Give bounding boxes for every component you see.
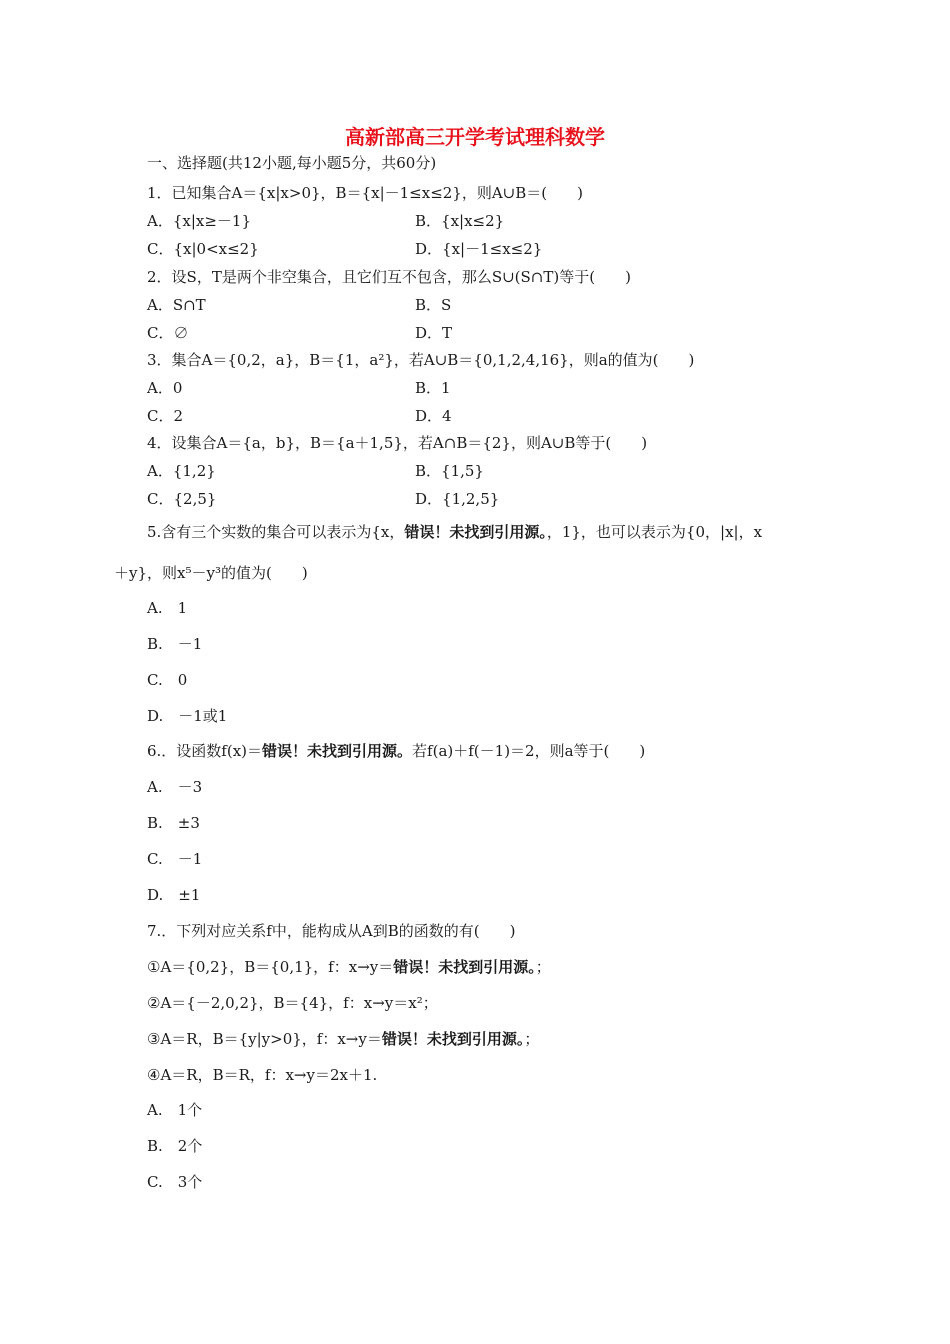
question-2-option-b: B．S bbox=[415, 296, 452, 314]
question-4-option-d: D．{1,2,5} bbox=[415, 490, 500, 508]
question-7-option-c: C. 3个 bbox=[147, 1173, 203, 1191]
question-7-option-a: A. 1个 bbox=[147, 1101, 203, 1119]
question-2-option-d: D．T bbox=[415, 324, 453, 342]
question-6-option-b: B. ±3 bbox=[147, 814, 200, 832]
question-7-stem: 7.．下列对应关系f中，能构成从A到B的函数的有( ) bbox=[147, 922, 516, 940]
exam-title: 高新部高三开学考试理科数学 bbox=[345, 125, 605, 149]
question-5-stem-start: 5.含有三个实数的集合可以表示为{x， bbox=[147, 523, 405, 541]
question-3-option-b: B．1 bbox=[415, 379, 451, 397]
question-6-reference-error: 错误！未找到引用源。 bbox=[262, 742, 413, 760]
question-5-option-a: A. 1 bbox=[147, 599, 188, 617]
question-5-stem-continued: ＋y}，则x⁵－y³的值为( ) bbox=[114, 564, 308, 582]
question-5-option-c: C. 0 bbox=[147, 671, 188, 689]
question-7-item-2: ②A＝{－2,0,2}，B＝{4}，f：x→y＝x²； bbox=[147, 994, 438, 1012]
question-5-reference-error: 错误！未找到引用源。 bbox=[404, 523, 547, 541]
question-4-stem: 4．设集合A＝{a，b}，B＝{a＋1,5}，若A∩B＝{2}，则A∪B等于( ) bbox=[147, 434, 648, 452]
question-7-item-4: ④A＝R，B＝R，f：x→y＝2x＋1. bbox=[147, 1066, 378, 1084]
question-7-item-3-start: ③A＝R，B＝{y|y>0}，f：x→y＝ bbox=[147, 1030, 382, 1048]
question-7-item-1-start: ①A＝{0,2}，B＝{0,1}，f：x→y＝ bbox=[147, 958, 394, 976]
question-2-stem: 2．设S，T是两个非空集合，且它们互不包含，那么S∪(S∩T)等于( ) bbox=[147, 268, 631, 286]
question-1-option-d: D．{x|－1≤x≤2} bbox=[415, 240, 543, 258]
question-2-option-c: C．∅ bbox=[147, 324, 189, 342]
question-7-item-3-end: ； bbox=[524, 1030, 540, 1048]
question-1-option-b: B．{x|x≤2} bbox=[415, 212, 505, 230]
question-1-option-c: C．{x|0<x≤2} bbox=[147, 240, 259, 258]
question-5-stem-end: ，1}，也可以表示为{0，|x|，x bbox=[546, 523, 763, 541]
question-5-stem bbox=[147, 522, 762, 542]
question-6-stem-end: 若f(a)＋f(－1)＝2，则a等于( ) bbox=[412, 742, 646, 760]
question-5-option-d: D. －1或1 bbox=[147, 707, 228, 725]
question-7-item-3-reference-error: 错误！未找到引用源。 bbox=[381, 1030, 525, 1048]
question-7-item-1-reference-error: 错误！未找到引用源。 bbox=[393, 958, 536, 976]
question-4-option-b: B．{1,5} bbox=[415, 462, 484, 480]
question-3-option-c: C．2 bbox=[147, 407, 184, 425]
question-6-stem bbox=[147, 741, 645, 761]
question-2-option-a: A．S∩T bbox=[147, 296, 206, 314]
question-4-option-c: C．{2,5} bbox=[147, 490, 217, 508]
question-7-item-1-end: ； bbox=[535, 958, 551, 976]
question-3-option-d: D．4 bbox=[415, 407, 452, 425]
question-5-option-b: B. －1 bbox=[147, 635, 203, 653]
question-6-option-a: A. －3 bbox=[147, 778, 203, 796]
question-3-option-a: A．0 bbox=[147, 379, 183, 397]
question-3-stem: 3．集合A＝{0,2，a}，B＝{1，a²}，若A∪B＝{0,1,2,4,16}，则a的值为( ) bbox=[147, 351, 695, 369]
question-7-option-b: B. 2个 bbox=[147, 1137, 203, 1155]
question-6-option-c: C. －1 bbox=[147, 850, 203, 868]
question-1-stem: 1．已知集合A＝{x|x>0}，B＝{x|－1≤x≤2}，则A∪B＝( ) bbox=[147, 184, 583, 202]
question-7-item-1 bbox=[147, 957, 551, 977]
question-1-option-a: A．{x|x≥－1} bbox=[147, 212, 252, 230]
section-heading: 一、选择题(共12小题,每小题5分，共60分) bbox=[147, 154, 437, 172]
question-6-option-d: D. ±1 bbox=[147, 886, 201, 904]
question-7-item-3 bbox=[147, 1029, 539, 1049]
question-4-option-a: A．{1,2} bbox=[147, 462, 216, 480]
question-6-stem-start: 6.．设函数f(x)＝ bbox=[147, 742, 263, 760]
